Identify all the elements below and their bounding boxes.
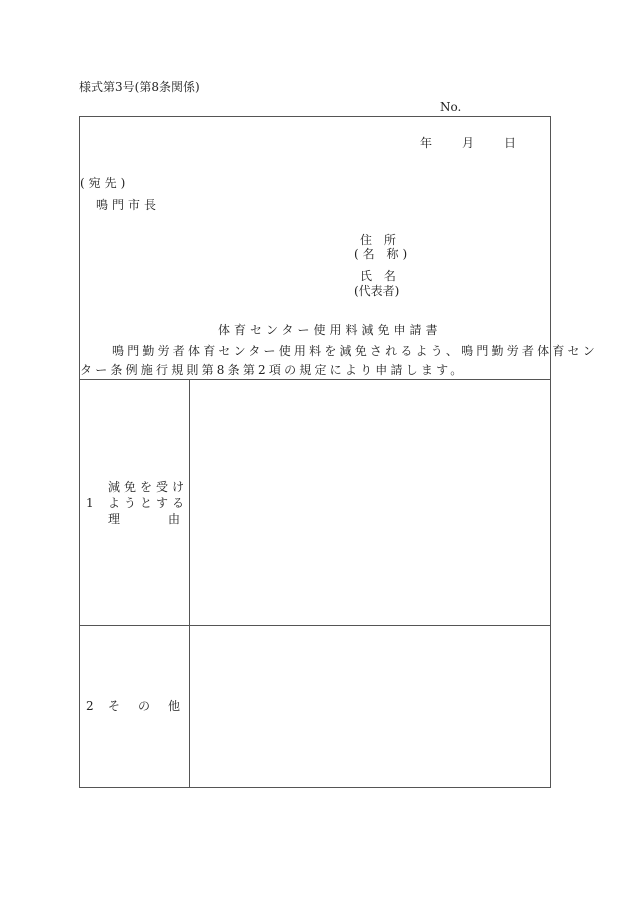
row-1-label-line: 理 由 [108, 512, 184, 526]
body-line-2: ター条例施行規則第8条第2項の規定により申請します。 [80, 363, 466, 377]
addressee-label: (宛先) [80, 176, 130, 190]
row-2-value[interactable] [192, 628, 548, 785]
row-1-number: 1 [86, 496, 94, 510]
no-label: No. [440, 100, 462, 114]
row-1-value[interactable] [192, 382, 548, 622]
row-divider [79, 625, 551, 626]
row-divider [79, 379, 551, 380]
row-1-label-line: ようとする [108, 496, 189, 510]
column-divider [189, 379, 190, 788]
org-name-label: (名 称) [354, 247, 412, 261]
row-2-number: 2 [86, 699, 94, 713]
addressee: 鳴門市長 [96, 198, 161, 212]
name-label: 氏 名 [360, 269, 400, 283]
document-title: 体育センター使用料減免申請書 [218, 323, 442, 337]
date-day: 日 [504, 136, 517, 150]
address-label: 住 所 [360, 233, 400, 247]
row-2-label: そ の 他 [108, 699, 184, 713]
date-year: 年 [420, 136, 433, 150]
date-month: 月 [462, 136, 475, 150]
body-line-1: 鳴門勤労者体育センター使用料を減免されるよう、鳴門勤労者体育セン [112, 344, 598, 358]
row-1-label-line: 減免を受け [108, 480, 189, 494]
form-number: 様式第3号(第8条関係) [79, 80, 200, 94]
representative-label: (代表者) [354, 284, 400, 298]
